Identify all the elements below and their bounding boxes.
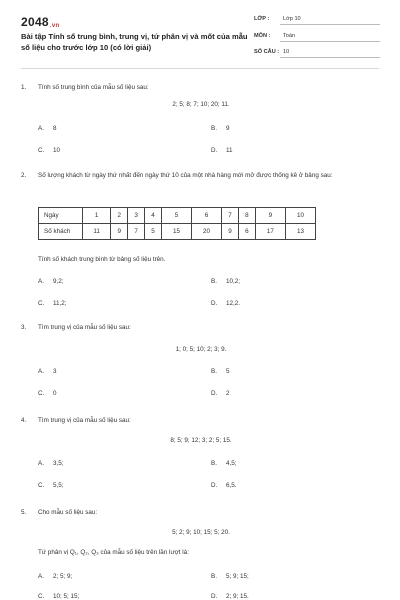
- option-letter: D.: [211, 390, 218, 397]
- table-cell: 17: [255, 224, 285, 240]
- table-cell: 9: [111, 224, 128, 240]
- question-number: 5.: [21, 509, 27, 516]
- option-b[interactable]: [211, 459, 237, 469]
- option-letter: A.: [38, 368, 44, 375]
- row-label: Số khách: [39, 224, 83, 240]
- question-text: Tìm trung vị của mẫu số liệu sau:: [38, 417, 131, 424]
- option-a[interactable]: [38, 277, 64, 287]
- option-letter: D.: [211, 482, 218, 489]
- table-cell: 5: [161, 208, 191, 224]
- meta-class-label: LỚP :: [254, 16, 270, 22]
- table-cell: 11: [83, 224, 111, 240]
- option-value: 8: [53, 125, 57, 132]
- option-letter: A.: [38, 573, 44, 580]
- option-letter: A.: [38, 460, 44, 467]
- option-value: 10; 5; 15;: [53, 593, 80, 600]
- option-a[interactable]: [38, 572, 72, 582]
- question-text: Tìm trung vị của mẫu số liệu sau:: [38, 324, 131, 331]
- option-letter: A.: [38, 278, 44, 285]
- data-series: 1; 0; 5; 10; 2; 3; 9.: [175, 346, 227, 353]
- meta-subject: [254, 33, 380, 45]
- row-label: Ngày: [39, 208, 83, 224]
- question-text: Số lượng khách từ ngày thứ nhất đến ngày thứ 10 của một nhà hàng mới mở được thống kê ở bảng sau:: [38, 172, 333, 179]
- option-d[interactable]: [211, 481, 237, 491]
- option-letter: C.: [38, 482, 45, 489]
- option-value: 2: [226, 390, 230, 397]
- option-c[interactable]: [38, 481, 64, 491]
- option-d[interactable]: [211, 146, 233, 156]
- option-c[interactable]: [38, 146, 60, 156]
- option-b[interactable]: [211, 124, 230, 134]
- option-value: 5; 9; 15;: [226, 573, 249, 580]
- option-value: 10,2;: [226, 278, 241, 285]
- table-cell: 8: [238, 208, 255, 224]
- option-a[interactable]: [38, 459, 64, 469]
- page-title: Bài tập Tính số trung bình, trung vị, tứ phân vị và mốt của mẫu số liệu cho trước lớp 10 (có lời giải): [21, 32, 248, 52]
- option-b[interactable]: [211, 572, 249, 582]
- option-d[interactable]: [211, 389, 230, 399]
- option-a[interactable]: [38, 367, 57, 377]
- question-number: 4.: [21, 417, 27, 424]
- option-letter: B.: [211, 460, 217, 467]
- option-value: 5,5;: [53, 482, 64, 489]
- option-letter: C.: [38, 147, 45, 154]
- option-value: 11,2;: [53, 300, 67, 307]
- logo-text: 2048: [21, 15, 49, 29]
- table-cell: 4: [145, 208, 162, 224]
- option-value: 5: [226, 368, 230, 375]
- question-1: [21, 83, 381, 158]
- meta-subject-label: MÔN :: [254, 33, 271, 39]
- option-d[interactable]: [211, 299, 240, 309]
- option-letter: C.: [38, 390, 45, 397]
- option-letter: B.: [211, 278, 217, 285]
- table-cell: 6: [238, 224, 255, 240]
- option-letter: B.: [211, 368, 217, 375]
- table-cell: 6: [192, 208, 222, 224]
- option-b[interactable]: [211, 277, 240, 287]
- option-value: 3,5;: [53, 460, 64, 467]
- table-cell: 7: [222, 208, 239, 224]
- option-letter: D.: [211, 300, 218, 307]
- meta-count-label: SỐ CÂU :: [254, 49, 280, 55]
- table-cell: 1: [83, 208, 111, 224]
- option-value: 11: [226, 147, 233, 154]
- table-row-days: [39, 208, 316, 224]
- data-series: 2; 5; 8; 7; 10; 20; 11.: [172, 101, 230, 108]
- option-letter: D.: [211, 147, 218, 154]
- option-c[interactable]: [38, 299, 67, 309]
- table-cell: 2: [111, 208, 128, 224]
- table-cell: 13: [285, 224, 315, 240]
- option-d[interactable]: [211, 592, 249, 600]
- guests-table: [38, 207, 316, 240]
- option-b[interactable]: [211, 367, 230, 377]
- option-value: 3: [53, 368, 57, 375]
- question-4: [21, 416, 381, 491]
- option-letter: B.: [211, 125, 217, 132]
- meta-divider: [280, 57, 380, 58]
- option-c[interactable]: [38, 389, 57, 399]
- option-letter: D.: [211, 593, 218, 600]
- meta-divider: [280, 24, 380, 25]
- question-number: 1.: [21, 84, 27, 91]
- meta-subject-value: Toán: [283, 33, 296, 39]
- table-cell: 3: [128, 208, 145, 224]
- option-value: 0: [53, 390, 57, 397]
- option-letter: C.: [38, 300, 45, 307]
- option-value: 9: [226, 125, 230, 132]
- table-row-guests: [39, 224, 316, 240]
- meta-count: [254, 49, 380, 61]
- table-cell: 10: [285, 208, 315, 224]
- option-value: 2; 5; 9;: [53, 573, 73, 580]
- data-series: 8; 5; 9; 12; 3; 2; 5; 15.: [170, 437, 232, 444]
- table-cell: 20: [192, 224, 222, 240]
- option-c[interactable]: [38, 592, 79, 600]
- meta-class: [254, 16, 380, 28]
- option-a[interactable]: [38, 124, 57, 134]
- question-3: [21, 323, 381, 398]
- question-prompt: Tính số khách trung bình từ bảng số liệu trên.: [38, 256, 166, 263]
- meta-class-value: Lớp 10: [283, 16, 301, 22]
- option-letter: A.: [38, 125, 44, 132]
- question-prompt: Tứ phân vị Q₁, Q₂, Q₃ của mẫu số liệu trên lần lượt là:: [38, 549, 189, 556]
- option-letter: B.: [211, 573, 217, 580]
- option-value: 2; 9; 15.: [226, 593, 249, 600]
- option-value: 10: [53, 147, 61, 154]
- table-cell: 7: [128, 224, 145, 240]
- question-number: 2.: [21, 172, 27, 179]
- question-text: Cho mẫu số liệu sau:: [38, 509, 98, 516]
- data-series: 5; 2; 9; 10; 15; 5; 20.: [172, 529, 230, 536]
- logo-tld: .vn: [49, 23, 60, 29]
- table-cell: 15: [161, 224, 191, 240]
- option-value: 9,2;: [53, 278, 64, 285]
- question-2: [21, 171, 381, 311]
- question-text: Tính số trung bình của mẫu số liệu sau:: [38, 84, 149, 91]
- header-divider: [21, 68, 379, 69]
- table-cell: 9: [222, 224, 239, 240]
- table-cell: 5: [145, 224, 162, 240]
- option-value: 4,5;: [226, 460, 237, 467]
- question-number: 3.: [21, 324, 27, 331]
- option-letter: C.: [38, 593, 45, 600]
- option-value: 6,5.: [226, 482, 237, 489]
- option-value: 12,2.: [226, 300, 241, 307]
- table-cell: 9: [255, 208, 285, 224]
- meta-divider: [280, 41, 380, 42]
- question-5: [21, 508, 381, 600]
- site-logo[interactable]: [21, 15, 59, 29]
- meta-count-value: 10: [283, 49, 290, 55]
